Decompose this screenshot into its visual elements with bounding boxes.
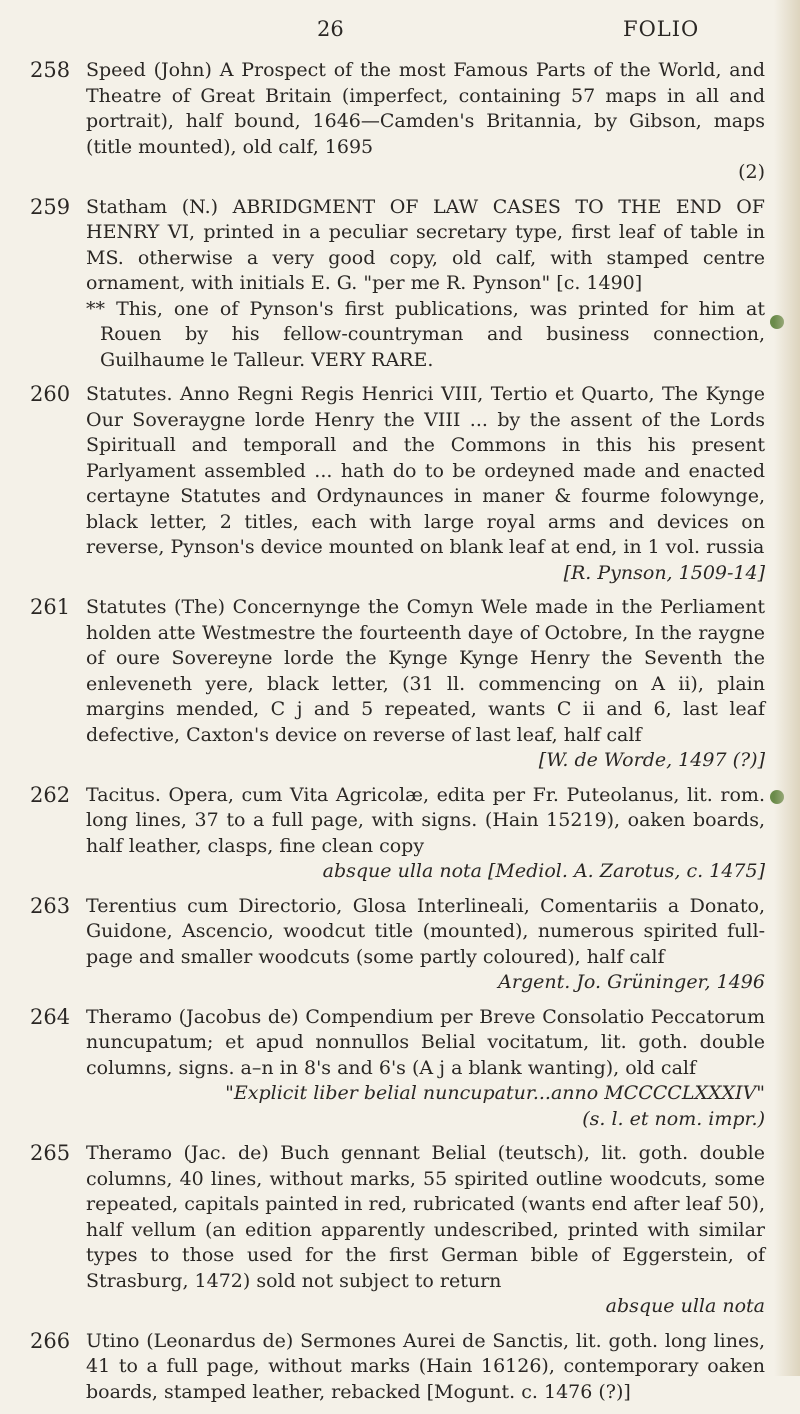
lot-imprint: absque ulla nota: [605, 1295, 765, 1317]
lot-description: Theramo (Jac. de) Buch gennant Belial (teutsch), lit. goth. double columns, 40 lines, without marks, 55 spirited outline woodcuts, some repeated, capitals painted in red, rubricated (wants end after leaf 50), half vellum (an edition apparently undescribed, printed with similar types to those used for the first German bible of Eggerstein, of Strasburg, 1472) sold not subject to return: [86, 1142, 765, 1292]
lot-note: ** This, one of Pynson's first publications, was printed for him at Rouen by his fellow-countryman and business connection, Guilhaume le Talleur. VERY RARE.: [86, 297, 765, 371]
lot-number: 261: [30, 595, 71, 619]
lot-description: Terentius cum Directorio, Glosa Interlineali, Comentariis a Donato, Guidone, Ascencio, woodcut title (mounted), numerous spirited full-page and smaller woodcuts (some partly coloured), half calf: [86, 894, 765, 968]
lot-description: Tacitus. Opera, cum Vita Agricolæ, edita per Fr. Puteolanus, lit. rom. long lines, 37 to a full page, with signs. (Hain 15219), oaken boards, half leather, clasps, fine clean copy: [86, 783, 765, 857]
lot-imprint: absque ulla nota [Mediol. A. Zarotus, c. 1475]: [322, 860, 765, 882]
lot-imprint: (s. l. et nom. impr.): [582, 1107, 765, 1130]
lot-number: 263: [30, 893, 71, 918]
lot-number: 266: [30, 1328, 71, 1353]
lot-colophon: "Explicit liber belial nuncupatur...anno MCCCCLXXXIV": [225, 1082, 765, 1104]
lot-number: 264: [30, 1004, 71, 1029]
lot-entry: [30, 382, 765, 586]
page-number: 26: [317, 17, 344, 41]
lot-entry: [30, 783, 765, 885]
lot-imprint: Argent. Jo. Grüninger, 1496: [498, 971, 765, 993]
page-edge-shadow: [774, 0, 800, 1376]
lot-entry: [30, 1005, 765, 1133]
section-title: FOLIO: [623, 17, 700, 41]
lot-description: Statutes (The) Concernynge the Comyn Wele made in the Perliament holden atte Westmestre the fourteenth daye of Octobre, In the raygne of oure Sovereyne lorde the Kynge Kynge Henry the Seventh the enleveneth yere, black letter, (31 ll. commencing on A ii), plain margins mended, C j and 5 repeated, wants C ii and 6, last leaf defective, Caxton's device on reverse of last leaf, half calf: [86, 596, 765, 746]
lot-number: 258: [30, 58, 71, 82]
lot-imprint: [W. de Worde, 1497 (?)]: [538, 749, 765, 771]
lot-description: Theramo (Jacobus de) Compendium per Breve Consolatio Peccatorum nuncupatum; et apud nonnullos Belial vocitatum, lit. goth. double columns, signs. a–n in 8's and 6's (A j a blank wanting), old calf: [86, 1005, 765, 1079]
lot-number: 262: [30, 782, 71, 807]
lot-description: Statutes. Anno Regni Regis Henrici VIII, Tertio et Quarto, The Kynge Our Soveraygne lorde Henry the VIII ... by the assent of the Lords Spirituall and temporall and the Commons in this his present Parlyament assembled ... hath do to be ordeyned made and enacted certayne Statutes and Ordynaunces in maner & fourme folowynge, black letter, 2 titles, each with large royal arms and devices on reverse, Pynson's device mounted on blank leaf at end, in 1 vol. russia: [86, 383, 765, 558]
lot-description: Statham (N.) ABRIDGMENT OF LAW CASES TO THE END OF HENRY VI, printed in a peculiar secretary type, first leaf of table in MS. otherwise a very good copy, old calf, with stamped centre ornament, with initials E. G. "per me R. Pynson" [c. 1490]: [86, 195, 765, 294]
lot-entry: [30, 595, 765, 774]
lot-number: 265: [30, 1141, 71, 1165]
lot-entry: [30, 894, 765, 996]
lot-description: Utino (Leonardus de) Sermones Aurei de Sanctis, lit. goth. long lines, 41 to a full page, without marks (Hain 16126), contemporary oaken boards, stamped leather, rebacked [Mogunt. c. 1476 (?)]: [86, 1329, 765, 1403]
lot-number: 259: [30, 194, 71, 219]
lot-list: [30, 58, 765, 1414]
lot-entry: [30, 58, 765, 186]
lot-description: Speed (John) A Prospect of the most Famous Parts of the World, and Theatre of Great Britain (imperfect, containing 57 maps in all and portrait), half bound, 1646—Camden's Britannia, by Gibson, maps (title mounted), old calf, 1695: [86, 59, 765, 158]
lot-entry: [30, 195, 765, 374]
lot-imprint: [R. Pynson, 1509-14]: [563, 561, 765, 584]
lot-quantity: (2): [738, 161, 765, 183]
lot-entry: [30, 1141, 765, 1320]
page-header: [0, 17, 800, 47]
lot-entry: [30, 1329, 765, 1406]
lot-number: 260: [30, 382, 71, 406]
